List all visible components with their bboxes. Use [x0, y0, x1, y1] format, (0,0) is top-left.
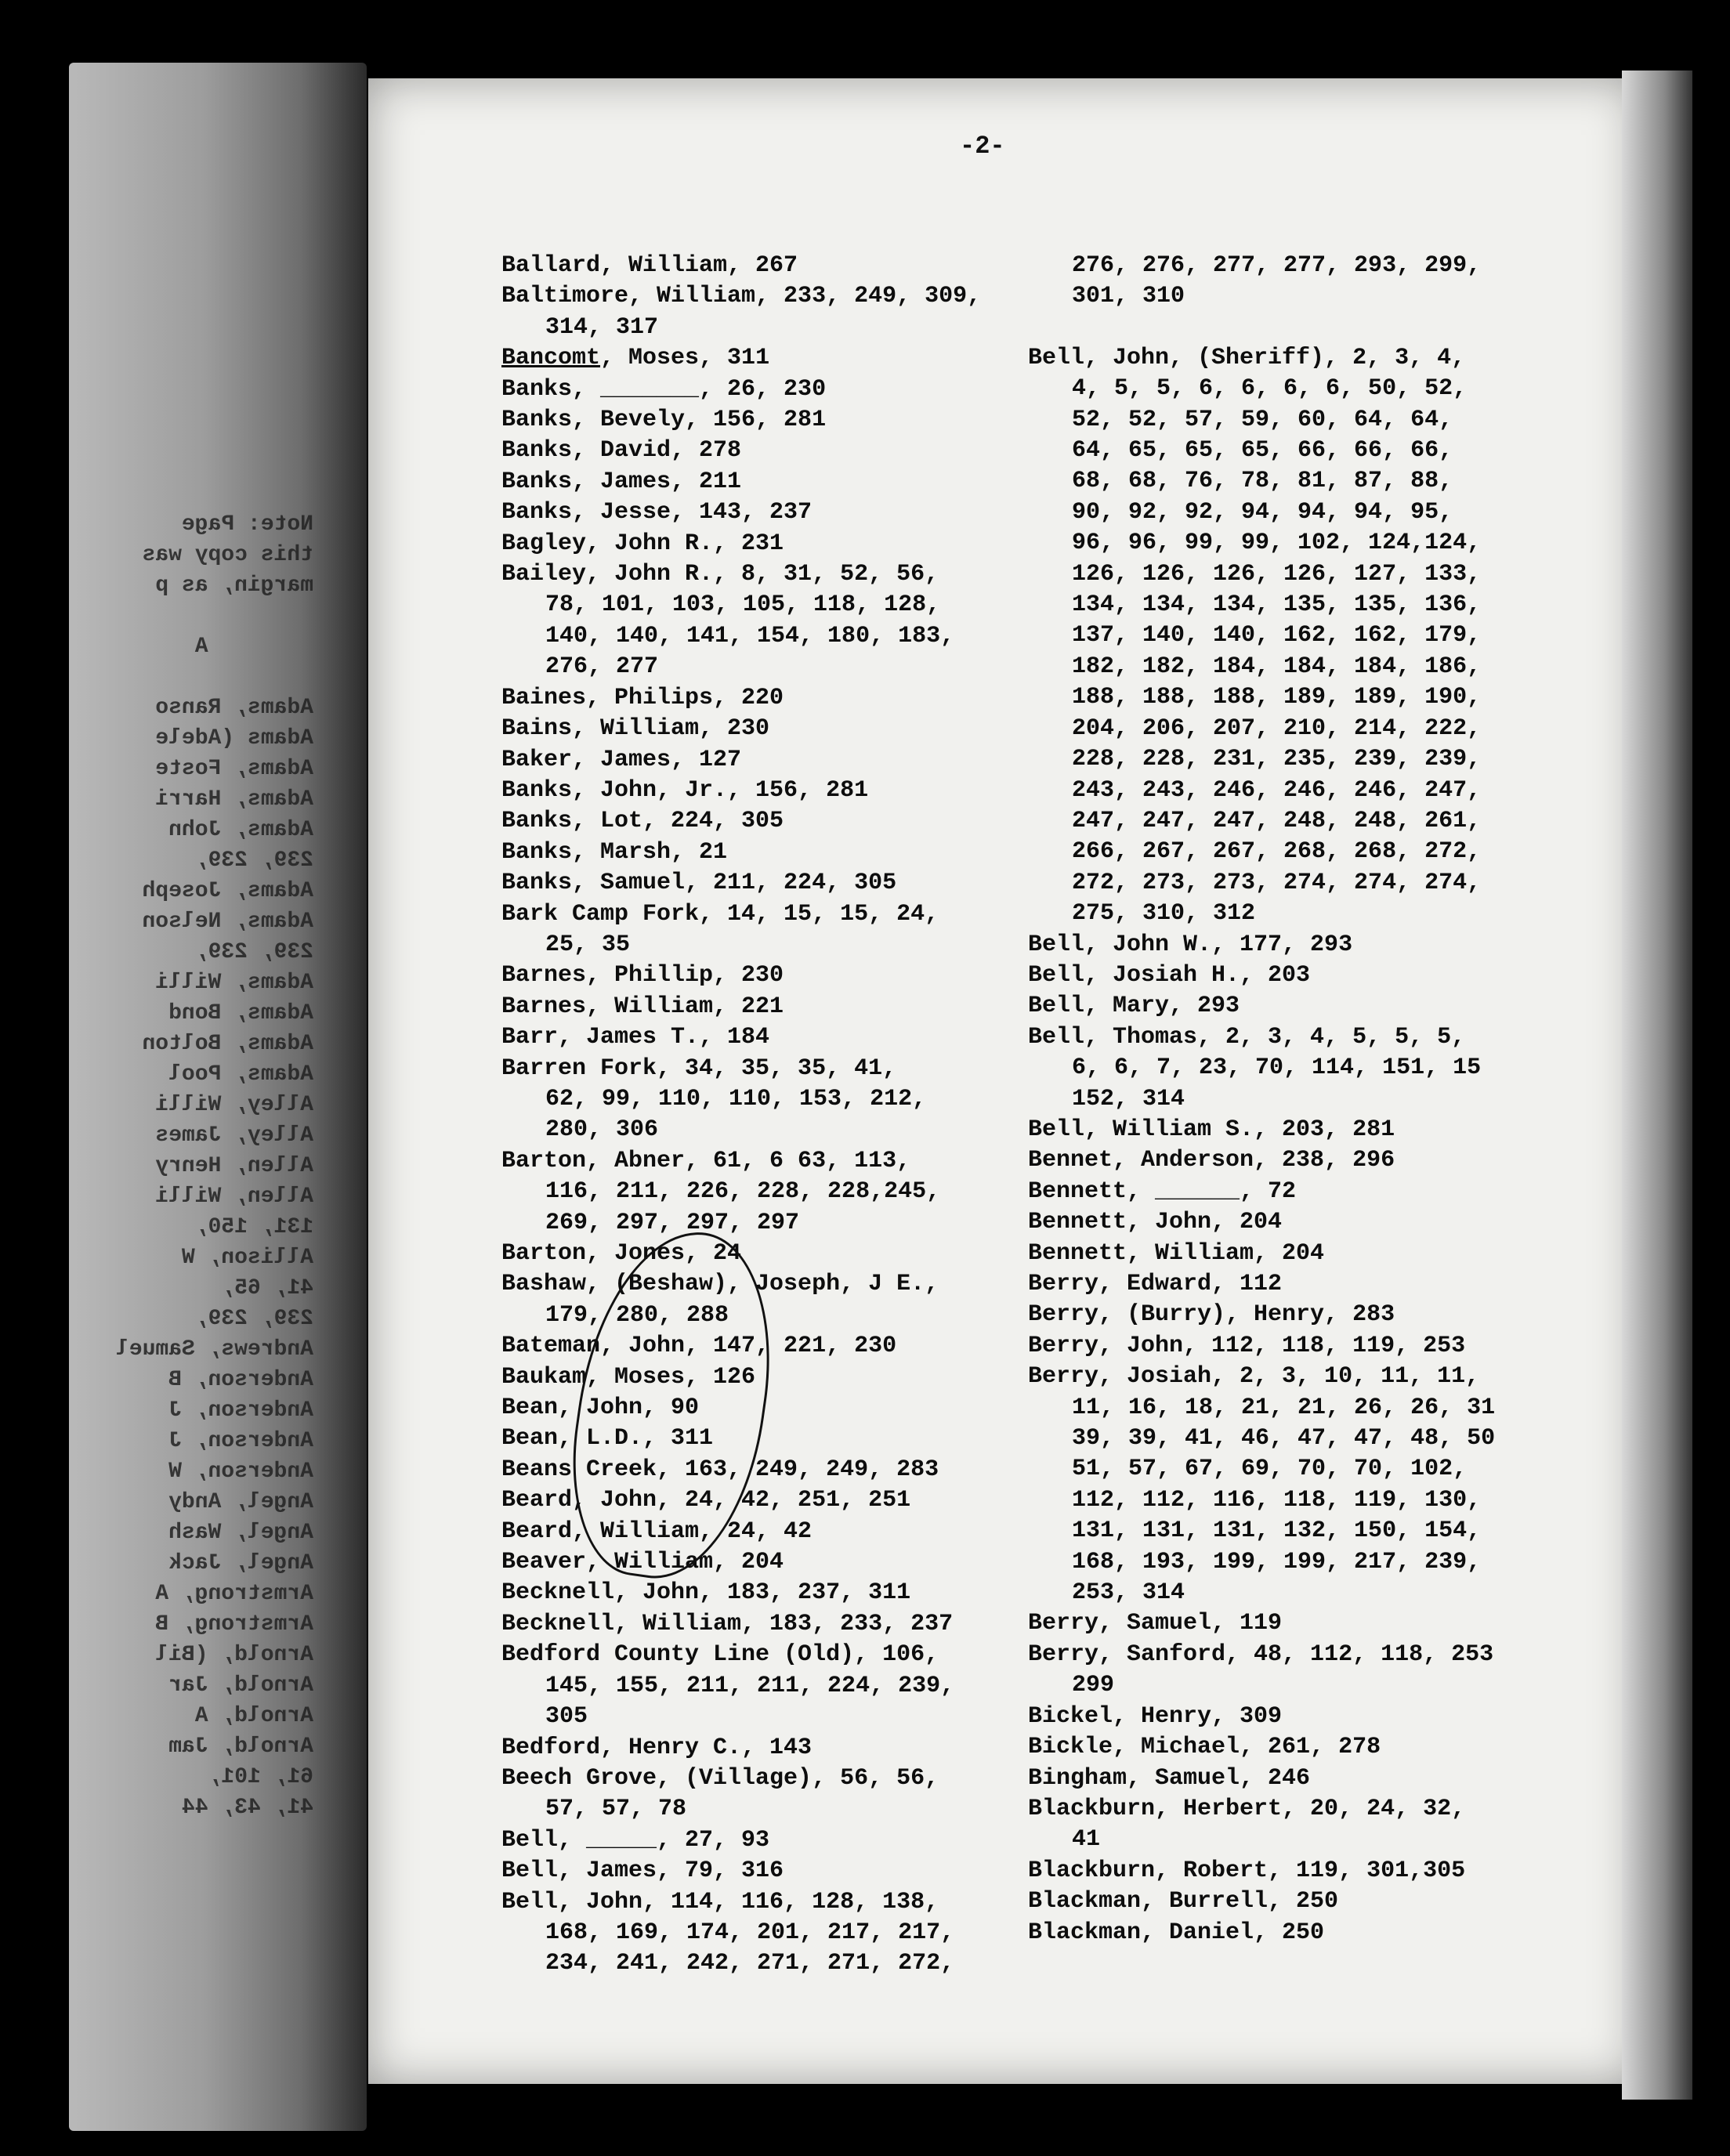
facing-page-line: Angel, Jack [168, 1551, 313, 1575]
index-entry [501, 1640, 1003, 1732]
entry-heading-line: Banks, _______, 26, 230 [501, 375, 827, 403]
entry-continuation-line: 204, 206, 207, 210, 214, 222, [1072, 714, 1482, 742]
facing-page-line: Note: Page [181, 512, 313, 537]
entry-heading-line: Bailey, John R., 8, 31, 52, 56, [501, 561, 939, 588]
right-index-column [1028, 251, 1545, 1948]
entry-heading-line: Bell, Josiah H., 203 [1028, 961, 1311, 989]
entry-heading-line: Beard, William, 24, 42 [501, 1518, 813, 1545]
entry-heading-line: Barnes, Phillip, 230 [501, 962, 784, 989]
index-entry [501, 281, 1003, 343]
entry-heading-line: Berry, John, 112, 118, 119, 253 [1028, 1332, 1466, 1359]
index-entry [501, 1517, 1003, 1547]
entry-continuation-line: 11, 16, 18, 21, 21, 26, 26, 31 [1072, 1394, 1496, 1421]
entry-continuation-line: 266, 267, 267, 268, 268, 272, [1072, 838, 1482, 866]
index-entry [1028, 251, 1545, 313]
index-entry [501, 251, 1003, 281]
entry-heading-line: Banks, Marsh, 21 [501, 838, 728, 866]
index-entry [501, 1578, 1003, 1608]
index-entry [501, 559, 1003, 683]
entry-heading-line: Barton, Abner, 61, 6 63, 113, [501, 1147, 911, 1174]
entry-heading-line: Bennet, Anderson, 238, 296 [1028, 1147, 1395, 1174]
facing-page-line: Anderson, J [168, 1429, 313, 1453]
index-entry [501, 868, 1003, 899]
facing-page-line: this copy was [142, 543, 313, 567]
entry-heading-line: 276, 276, 277, 277, 293, 299, [1072, 252, 1482, 279]
facing-page-line: 131, 150, [194, 1215, 313, 1239]
entry-heading-line: Bell, Mary, 293 [1028, 993, 1240, 1020]
entry-heading-line: Beech Grove, (Village), 56, 56, [501, 1764, 939, 1792]
index-entry [501, 405, 1003, 436]
entry-heading-line: Beard, John, 24, 42, 251, 251 [501, 1487, 911, 1514]
facing-page-line: Adams, Nelson [142, 910, 313, 934]
index-entry [501, 776, 1003, 806]
index-entry [1028, 1207, 1545, 1238]
left-index-column [501, 251, 1003, 1980]
entry-continuation-line: 253, 314 [1072, 1579, 1185, 1607]
index-entry [501, 1239, 1003, 1269]
entry-heading-line: Blackman, Burrell, 250 [1028, 1888, 1339, 1915]
index-entry [501, 1022, 1003, 1053]
entry-heading-line: Barton, Jones, 24 [501, 1240, 742, 1267]
facing-page-line: A [194, 635, 313, 659]
entry-continuation-line: 182, 182, 184, 184, 184, 186, [1072, 653, 1482, 680]
entry-continuation-line: 152, 314 [1072, 1085, 1185, 1112]
index-entry [501, 837, 1003, 868]
entry-heading-line: Barr, James T., 184 [501, 1024, 770, 1051]
index-entry [501, 1887, 1003, 1980]
index-entry [1028, 1115, 1545, 1145]
entry-continuation-line: 188, 188, 188, 189, 189, 190, [1072, 684, 1482, 711]
facing-page-line: Adams, Joseph [142, 879, 313, 903]
entry-heading-line: Bancomt, Moses, 311 [501, 345, 770, 372]
index-entry [501, 1825, 1003, 1856]
index-entry [1028, 991, 1545, 1022]
entry-continuation-line: 62, 99, 110, 110, 153, 212, [545, 1085, 927, 1112]
entry-heading-line: Bell, James, 79, 316 [501, 1858, 784, 1885]
facing-page-line: Adams, Harri [155, 787, 313, 812]
entry-continuation-line: 4, 5, 5, 6, 6, 6, 6, 50, 52, [1072, 375, 1468, 403]
entry-heading-line: Bark Camp Fork, 14, 15, 15, 24, [501, 900, 939, 928]
facing-page-line: 239, 239, [194, 940, 313, 964]
entry-heading-line: Barnes, William, 221 [501, 993, 784, 1020]
entry-continuation-line: 57, 57, 78 [545, 1796, 687, 1823]
entry-continuation-line: 299 [1072, 1672, 1115, 1699]
index-entry [1028, 1702, 1545, 1732]
entry-continuation-line: 137, 140, 140, 162, 162, 179, [1072, 622, 1482, 649]
index-entry [1028, 1177, 1545, 1207]
facing-page-line: Adams, John [168, 818, 313, 842]
entry-heading-line: Bashaw, (Beshaw), Joseph, J E., [501, 1271, 939, 1298]
entry-heading-line: Berry, Sanford, 48, 112, 118, 253 [1028, 1641, 1494, 1668]
entry-heading-line: Bedford County Line (Old), 106, [501, 1641, 939, 1669]
entry-continuation-line: 52, 52, 57, 59, 60, 64, 64, [1072, 406, 1453, 433]
index-entry [501, 1856, 1003, 1886]
index-entry [1028, 1145, 1545, 1176]
facing-page-line: margin, as p [155, 573, 313, 598]
facing-page-line: Anderson, B [168, 1368, 313, 1392]
facing-page-line: Andrews, Samuel [115, 1337, 313, 1362]
entry-continuation-line: 276, 277 [545, 653, 659, 681]
entry-continuation-line: 116, 211, 226, 228, 228,245, [545, 1178, 941, 1206]
entry-heading-line: Berry, Samuel, 119 [1028, 1610, 1283, 1637]
entry-heading-line: Bains, William, 230 [501, 715, 770, 743]
entry-heading-line: Bell, Thomas, 2, 3, 4, 5, 5, 5, [1028, 1023, 1466, 1051]
entry-heading-line: Ballard, William, 267 [501, 252, 798, 279]
entry-continuation-line: 228, 228, 231, 235, 239, 239, [1072, 746, 1482, 773]
facing-page-line: Alley, James [155, 1123, 313, 1148]
facing-page-line: 239, 239, [194, 848, 313, 873]
entry-heading-line: Beans Creek, 163, 249, 249, 283 [501, 1456, 939, 1483]
entry-heading-line: Bell, John W., 177, 293 [1028, 931, 1353, 958]
entry-heading-line: Bedford, Henry C., 143 [501, 1734, 813, 1761]
entry-continuation-line: 96, 96, 99, 99, 102, 124,124, [1072, 530, 1482, 557]
entry-heading-line: Bell, _____, 27, 93 [501, 1826, 770, 1854]
index-entry [501, 1146, 1003, 1239]
entry-continuation-line: 68, 68, 76, 78, 81, 87, 88, [1072, 468, 1453, 495]
entry-heading-line: Bagley, John R., 231 [501, 530, 784, 557]
facing-page-line: Anderson, J [168, 1398, 313, 1423]
index-entry [501, 467, 1003, 497]
entry-heading-line: Bateman, John, 147, 221, 230 [501, 1333, 897, 1360]
entry-continuation-line: 275, 310, 312 [1072, 900, 1256, 928]
index-entry [1028, 1239, 1545, 1269]
facing-page-line: Arnold, A [194, 1704, 313, 1728]
entry-continuation-line: 301, 310 [1072, 283, 1185, 310]
entry-continuation-line: 25, 35 [545, 931, 631, 958]
entry-heading-line: Becknell, William, 183, 233, 237 [501, 1610, 954, 1637]
page-number: -2- [960, 132, 1005, 161]
entry-heading-line: Bennett, ______, 72 [1028, 1177, 1297, 1205]
facing-page-line: Arnold, Jam [168, 1735, 313, 1759]
facing-page-line: Arnold, Jar [168, 1673, 313, 1698]
index-entry [501, 960, 1003, 991]
entry-heading-line: Bingham, Samuel, 246 [1028, 1764, 1311, 1792]
entry-heading-line: Blackburn, Robert, 119, 301,305 [1028, 1857, 1466, 1884]
entry-heading-line: Banks, Samuel, 211, 224, 305 [501, 870, 897, 897]
entry-heading-line: Blackman, Daniel, 250 [1028, 1919, 1325, 1946]
index-entry [501, 436, 1003, 466]
entry-heading-line: Banks, Bevely, 156, 281 [501, 407, 827, 434]
facing-page-line: 41, 43, 44 [181, 1796, 313, 1820]
facing-page-line [94, 662, 313, 693]
entry-heading-line: Banks, David, 278 [501, 437, 742, 465]
index-entry [1028, 1331, 1545, 1362]
index-entry [501, 683, 1003, 714]
index-entry [1028, 1918, 1545, 1948]
index-entry [501, 992, 1003, 1022]
index-entry [501, 714, 1003, 744]
facing-page-fragments [94, 509, 313, 1823]
facing-page-line: Adams, Bond [168, 1001, 313, 1026]
entry-heading-line: Berry, Josiah, 2, 3, 10, 11, 11, [1028, 1363, 1480, 1391]
index-entry [501, 899, 1003, 961]
entry-heading-line: Bickle, Michael, 261, 278 [1028, 1734, 1381, 1761]
entry-heading-line: Baines, Philips, 220 [501, 684, 784, 711]
index-entry [1028, 1794, 1545, 1856]
facing-page-line: Adams, Bolton [142, 1032, 313, 1056]
index-entry [501, 343, 1003, 374]
facing-page-line: 61, 101, [208, 1765, 313, 1789]
index-entry [501, 1547, 1003, 1578]
entry-continuation-line: 168, 193, 199, 199, 217, 239, [1072, 1548, 1482, 1575]
facing-page-line: 239, 239, [194, 1307, 313, 1331]
facing-page-line: Allison, W [181, 1246, 313, 1270]
index-entry [1028, 1022, 1545, 1115]
index-entry [1028, 1886, 1545, 1917]
page-edge [1622, 71, 1692, 2100]
entry-heading-line: Beaver, William, 204 [501, 1549, 784, 1576]
entry-heading-line: Baltimore, William, 233, 249, 309, [501, 283, 982, 310]
facing-page-line: Adams, Willi [155, 971, 313, 995]
entry-heading-line: Bennett, William, 204 [1028, 1239, 1325, 1267]
index-entry [501, 374, 1003, 405]
facing-page-line: Adams, Foste [155, 757, 313, 781]
entry-continuation-line: 168, 169, 174, 201, 217, 217, [545, 1919, 955, 1946]
facing-page-line: Armstrong, A [155, 1582, 313, 1606]
entry-continuation-line: 6, 6, 7, 23, 70, 114, 151, 15 [1072, 1054, 1482, 1082]
entry-continuation-line: 90, 92, 92, 94, 94, 94, 95, [1072, 498, 1453, 526]
entry-continuation-line: 272, 273, 273, 274, 274, 274, [1072, 869, 1482, 896]
facing-page-line: Anderson, W [168, 1460, 313, 1484]
entry-heading-line: Bell, John, 114, 116, 128, 138, [501, 1888, 939, 1915]
entry-continuation-line: 243, 243, 246, 246, 246, 247, [1072, 776, 1482, 804]
index-entry [1028, 1640, 1545, 1702]
entry-continuation-line: 112, 112, 116, 118, 119, 130, [1072, 1486, 1482, 1514]
facing-page-line: 41, 65, [221, 1276, 313, 1300]
entry-heading-line: Bell, John, (Sheriff), 2, 3, 4, [1028, 344, 1466, 371]
entry-continuation-line: 280, 306 [545, 1116, 659, 1144]
entry-continuation-line: 269, 297, 297, 297 [545, 1209, 800, 1236]
facing-page-line: Angel, Andy [168, 1490, 313, 1514]
index-entry [1028, 960, 1545, 991]
index-entry [1028, 1608, 1545, 1639]
entry-spacer [1028, 313, 1545, 343]
facing-page-line: Armstrong, B [155, 1612, 313, 1637]
entry-heading-line: Becknell, John, 183, 237, 311 [501, 1579, 911, 1607]
entry-continuation-line: 131, 131, 131, 132, 150, 154, [1072, 1518, 1482, 1545]
entry-continuation-line: 39, 39, 41, 46, 47, 47, 48, 50 [1072, 1425, 1496, 1452]
entry-continuation-line: 314, 317 [545, 313, 659, 341]
entry-heading-line: Berry, Edward, 112 [1028, 1271, 1283, 1297]
index-entry [1028, 930, 1545, 960]
facing-page-line: Adams (Adele [155, 726, 313, 751]
index-entry [1028, 1362, 1545, 1608]
entry-continuation-line: 64, 65, 65, 65, 66, 66, 66, [1072, 437, 1453, 465]
index-entry [1028, 1269, 1545, 1300]
entry-continuation-line: 179, 280, 288 [545, 1301, 729, 1329]
entry-heading-line: Bean, L.D., 311 [501, 1425, 714, 1452]
entry-heading-line: Bennett, John, 204 [1028, 1209, 1283, 1236]
index-entry [1028, 343, 1545, 930]
entry-heading-line: Banks, John, Jr., 156, 281 [501, 776, 869, 804]
entry-continuation-line: 134, 134, 134, 135, 135, 136, [1072, 591, 1482, 619]
facing-page-line: Adams, Ranso [155, 696, 313, 720]
entry-continuation-line: 126, 126, 126, 126, 127, 133, [1072, 560, 1482, 588]
facing-page-line: Angel, Wash [168, 1521, 313, 1545]
index-entry [1028, 1764, 1545, 1794]
facing-page-line: Allen, Willi [155, 1185, 313, 1209]
entry-continuation-line: 140, 140, 141, 154, 180, 183, [545, 622, 955, 649]
facing-page-line: Allen, Henry [155, 1154, 313, 1178]
index-entry [1028, 1856, 1545, 1886]
entry-continuation-line: 41 [1072, 1826, 1101, 1854]
index-entry [501, 745, 1003, 776]
entry-heading-line: Banks, Jesse, 143, 237 [501, 499, 813, 526]
entry-continuation-line: 145, 155, 211, 211, 224, 239, [545, 1672, 955, 1699]
index-entry [501, 1764, 1003, 1825]
index-entry [501, 1054, 1003, 1146]
facing-page-line: Alley, Willi [155, 1093, 313, 1117]
index-entry [1028, 1732, 1545, 1763]
entry-continuation-line: 51, 57, 67, 69, 70, 70, 102, [1072, 1456, 1468, 1483]
facing-page-line: Arnold, (Bil [155, 1643, 313, 1667]
entry-heading-line: Banks, James, 211 [501, 468, 742, 495]
index-entry [501, 1609, 1003, 1640]
index-entry [1028, 1300, 1545, 1330]
facing-page-line [94, 601, 313, 631]
entry-heading-line: Barren Fork, 34, 35, 35, 41, [501, 1054, 897, 1082]
index-entry [501, 529, 1003, 559]
entry-heading-line: Bean, John, 90 [501, 1395, 700, 1422]
entry-continuation-line: 247, 247, 247, 248, 248, 261, [1072, 807, 1482, 834]
entry-continuation-line: 234, 241, 242, 271, 271, 272, [545, 1950, 955, 1977]
entry-heading-line: Baker, James, 127 [501, 746, 742, 773]
facing-page-line: Adams, Pool [168, 1062, 313, 1087]
entry-heading-line: Bickel, Henry, 309 [1028, 1702, 1283, 1730]
entry-continuation-line: 78, 101, 103, 105, 118, 128, [545, 591, 941, 619]
entry-heading-line: Blackburn, Herbert, 20, 24, 32, [1028, 1795, 1466, 1822]
entry-heading-line: Banks, Lot, 224, 305 [501, 808, 784, 835]
entry-heading-line: Bell, William S., 203, 281 [1028, 1116, 1395, 1143]
entry-continuation-line: 305 [545, 1703, 588, 1731]
index-entry [501, 1733, 1003, 1764]
index-entry [501, 806, 1003, 837]
entry-heading-line: Berry, (Burry), Henry, 283 [1028, 1301, 1395, 1329]
index-entry [501, 497, 1003, 528]
entry-heading-line: Baukam, Moses, 126 [501, 1363, 756, 1391]
